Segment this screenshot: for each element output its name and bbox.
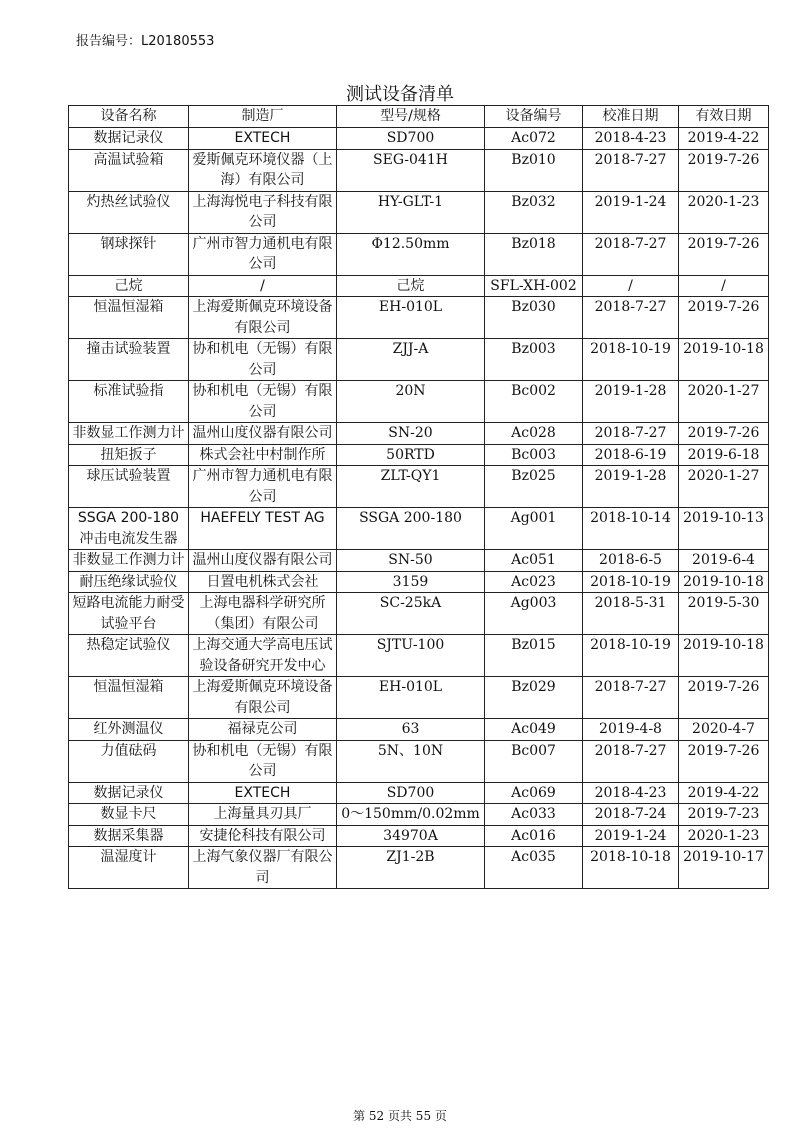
cell-calibration-date: 2018-6-5	[583, 550, 679, 572]
cell-model: 50RTD	[337, 444, 485, 466]
table-row	[69, 740, 769, 782]
table-row	[69, 466, 769, 508]
cell-device-name: 热稳定试验仪	[69, 635, 189, 677]
header-calibration-date: 校准日期	[583, 106, 679, 128]
cell-device-number: Ag003	[485, 593, 583, 635]
cell-device-number: Ag001	[485, 508, 583, 550]
cell-valid-date: 2019-4-22	[679, 128, 769, 150]
cell-calibration-date: 2018-7-27	[583, 677, 679, 719]
cell-device-name: 红外测温仪	[69, 719, 189, 741]
table-row	[69, 508, 769, 550]
table-row	[69, 550, 769, 572]
cell-valid-date: 2019-7-26	[679, 149, 769, 191]
cell-calibration-date: 2019-4-8	[583, 719, 679, 741]
cell-device-number: Ac049	[485, 719, 583, 741]
cell-model: ZJJ-A	[337, 339, 485, 381]
header-valid-date: 有效日期	[679, 106, 769, 128]
cell-model: 63	[337, 719, 485, 741]
cell-manufacturer: 广州市智力通机电有限公司	[189, 233, 337, 275]
cell-manufacturer: 温州山度仪器有限公司	[189, 550, 337, 572]
cell-device-number: Ac035	[485, 847, 583, 889]
cell-device-number: Bc003	[485, 444, 583, 466]
cell-manufacturer: 株式会社中村制作所	[189, 444, 337, 466]
page-footer: 第 52 页共 55 页	[353, 1109, 447, 1123]
cell-model: SN-50	[337, 550, 485, 572]
cell-calibration-date: 2018-10-19	[583, 571, 679, 593]
cell-manufacturer: 协和机电（无锡）有限公司	[189, 339, 337, 381]
cell-device-number: Bz018	[485, 233, 583, 275]
cell-valid-date: 2019-10-17	[679, 847, 769, 889]
cell-calibration-date: 2018-7-27	[583, 423, 679, 445]
header-device-number: 设备编号	[485, 106, 583, 128]
cell-manufacturer: 协和机电（无锡）有限公司	[189, 381, 337, 423]
cell-calibration-date: 2018-4-23	[583, 782, 679, 804]
cell-valid-date: 2019-7-26	[679, 740, 769, 782]
cell-device-number: Ac051	[485, 550, 583, 572]
equipment-table	[68, 105, 769, 889]
cell-device-name: 灼热丝试验仪	[69, 191, 189, 233]
header-device-name: 设备名称	[69, 106, 189, 128]
table-row	[69, 275, 769, 297]
cell-valid-date: 2019-6-18	[679, 444, 769, 466]
cell-valid-date: 2019-7-26	[679, 677, 769, 719]
cell-valid-date: 2020-1-27	[679, 381, 769, 423]
cell-manufacturer: 安捷伦科技有限公司	[189, 825, 337, 847]
cell-device-number: Ac033	[485, 804, 583, 826]
cell-model: 3159	[337, 571, 485, 593]
cell-device-name: 恒温恒湿箱	[69, 677, 189, 719]
page-title: 测试设备清单	[346, 84, 454, 105]
cell-calibration-date: /	[583, 275, 679, 297]
cell-calibration-date: 2018-5-31	[583, 593, 679, 635]
cell-device-name: 数据记录仪	[69, 128, 189, 150]
cell-manufacturer: 上海爱斯佩克环境设备有限公司	[189, 297, 337, 339]
table-row	[69, 719, 769, 741]
cell-manufacturer: HAEFELY TEST AG	[189, 508, 337, 550]
cell-device-number: Ac072	[485, 128, 583, 150]
cell-device-name: 数据采集器	[69, 825, 189, 847]
cell-device-number: Ac023	[485, 571, 583, 593]
cell-device-number: Bz015	[485, 635, 583, 677]
header-manufacturer: 制造厂	[189, 106, 337, 128]
cell-model: EH-010L	[337, 677, 485, 719]
cell-device-name: 数据记录仪	[69, 782, 189, 804]
cell-valid-date: 2019-10-18	[679, 635, 769, 677]
cell-device-number: Bz032	[485, 191, 583, 233]
report-number: 报告编号：L20180553	[76, 34, 215, 49]
table-row	[69, 677, 769, 719]
cell-calibration-date: 2018-10-19	[583, 635, 679, 677]
cell-calibration-date: 2019-1-24	[583, 825, 679, 847]
cell-device-name: 撞击试验装置	[69, 339, 189, 381]
cell-calibration-date: 2018-7-27	[583, 740, 679, 782]
cell-calibration-date: 2019-1-24	[583, 191, 679, 233]
cell-model: SN-20	[337, 423, 485, 445]
cell-manufacturer: 上海量具刃具厂	[189, 804, 337, 826]
cell-device-name: 短路电流能力耐受试验平台	[69, 593, 189, 635]
cell-calibration-date: 2019-1-28	[583, 381, 679, 423]
cell-valid-date: 2019-7-26	[679, 233, 769, 275]
cell-manufacturer: 上海电器科学研究所（集团）有限公司	[189, 593, 337, 635]
cell-calibration-date: 2018-10-18	[583, 847, 679, 889]
table-row	[69, 571, 769, 593]
cell-device-name: 力值砝码	[69, 740, 189, 782]
cell-manufacturer: EXTECH	[189, 782, 337, 804]
cell-manufacturer: 福禄克公司	[189, 719, 337, 741]
table-row	[69, 297, 769, 339]
table-row	[69, 782, 769, 804]
cell-model: Φ12.50mm	[337, 233, 485, 275]
cell-device-number: Ac016	[485, 825, 583, 847]
cell-valid-date: 2019-5-30	[679, 593, 769, 635]
cell-valid-date: /	[679, 275, 769, 297]
cell-manufacturer: 上海交通大学高电压试验设备研究开发中心	[189, 635, 337, 677]
cell-valid-date: 2019-10-18	[679, 339, 769, 381]
cell-calibration-date: 2018-10-14	[583, 508, 679, 550]
cell-device-name: SSGA 200-180冲击电流发生器	[69, 508, 189, 550]
cell-device-name: 温湿度计	[69, 847, 189, 889]
cell-calibration-date: 2018-4-23	[583, 128, 679, 150]
cell-calibration-date: 2019-1-28	[583, 466, 679, 508]
table-row	[69, 635, 769, 677]
table-row	[69, 339, 769, 381]
cell-valid-date: 2019-10-18	[679, 571, 769, 593]
cell-model: ZLT-QY1	[337, 466, 485, 508]
cell-manufacturer: /	[189, 275, 337, 297]
table-row	[69, 149, 769, 191]
cell-valid-date: 2019-7-26	[679, 423, 769, 445]
cell-calibration-date: 2018-7-24	[583, 804, 679, 826]
cell-calibration-date: 2018-7-27	[583, 297, 679, 339]
cell-model: EH-010L	[337, 297, 485, 339]
cell-device-name: 球压试验装置	[69, 466, 189, 508]
cell-valid-date: 2019-7-26	[679, 297, 769, 339]
cell-model: ZJ1-2B	[337, 847, 485, 889]
cell-device-number: Bc002	[485, 381, 583, 423]
cell-manufacturer: 温州山度仪器有限公司	[189, 423, 337, 445]
cell-valid-date: 2019-10-13	[679, 508, 769, 550]
cell-model: SD700	[337, 128, 485, 150]
table-row	[69, 444, 769, 466]
cell-model: 0～150mm/0.02mm	[337, 804, 485, 826]
cell-manufacturer: 爱斯佩克环境仪器（上海）有限公司	[189, 149, 337, 191]
table-row	[69, 233, 769, 275]
cell-device-number: Bz025	[485, 466, 583, 508]
cell-valid-date: 2020-1-27	[679, 466, 769, 508]
cell-model: SSGA 200-180	[337, 508, 485, 550]
cell-valid-date: 2019-4-22	[679, 782, 769, 804]
cell-model: SC-25kA	[337, 593, 485, 635]
cell-device-number: Bc007	[485, 740, 583, 782]
table-row	[69, 825, 769, 847]
cell-manufacturer: EXTECH	[189, 128, 337, 150]
cell-device-number: Ac028	[485, 423, 583, 445]
table-header-row	[69, 106, 769, 128]
cell-device-number: Bz010	[485, 149, 583, 191]
cell-manufacturer: 上海气象仪器厂有限公司	[189, 847, 337, 889]
cell-device-name: 标准试验指	[69, 381, 189, 423]
table-row	[69, 804, 769, 826]
cell-model: HY-GLT-1	[337, 191, 485, 233]
cell-calibration-date: 2018-7-27	[583, 233, 679, 275]
cell-valid-date: 2019-6-4	[679, 550, 769, 572]
table-row	[69, 423, 769, 445]
cell-valid-date: 2020-1-23	[679, 191, 769, 233]
cell-calibration-date: 2018-7-27	[583, 149, 679, 191]
cell-model: 34970A	[337, 825, 485, 847]
cell-valid-date: 2020-4-7	[679, 719, 769, 741]
cell-valid-date: 2019-7-23	[679, 804, 769, 826]
cell-device-name: 恒温恒湿箱	[69, 297, 189, 339]
cell-device-name: 数显卡尺	[69, 804, 189, 826]
table-row	[69, 593, 769, 635]
cell-device-name: 高温试验箱	[69, 149, 189, 191]
cell-device-name: 己烷	[69, 275, 189, 297]
cell-device-number: Ac069	[485, 782, 583, 804]
cell-manufacturer: 协和机电（无锡）有限公司	[189, 740, 337, 782]
cell-model: SEG-041H	[337, 149, 485, 191]
table-row	[69, 847, 769, 889]
cell-manufacturer: 广州市智力通机电有限公司	[189, 466, 337, 508]
cell-device-number: Bz030	[485, 297, 583, 339]
cell-calibration-date: 2018-6-19	[583, 444, 679, 466]
cell-manufacturer: 日置电机株式会社	[189, 571, 337, 593]
cell-model: 己烷	[337, 275, 485, 297]
table-row	[69, 381, 769, 423]
cell-manufacturer: 上海海悦电子科技有限公司	[189, 191, 337, 233]
table-row	[69, 191, 769, 233]
cell-model: SJTU-100	[337, 635, 485, 677]
cell-valid-date: 2020-1-23	[679, 825, 769, 847]
cell-device-number: Bz029	[485, 677, 583, 719]
cell-device-name: 耐压绝缘试验仪	[69, 571, 189, 593]
cell-device-name: 非数显工作测力计	[69, 550, 189, 572]
table-row	[69, 128, 769, 150]
cell-device-number: SFL-XH-002	[485, 275, 583, 297]
cell-device-number: Bz003	[485, 339, 583, 381]
cell-model: 5N、10N	[337, 740, 485, 782]
cell-calibration-date: 2018-10-19	[583, 339, 679, 381]
cell-manufacturer: 上海爱斯佩克环境设备有限公司	[189, 677, 337, 719]
cell-device-name: 扭矩扳子	[69, 444, 189, 466]
cell-device-name: 非数显工作测力计	[69, 423, 189, 445]
table-body	[69, 128, 769, 889]
cell-model: SD700	[337, 782, 485, 804]
header-model: 型号/规格	[337, 106, 485, 128]
cell-model: 20N	[337, 381, 485, 423]
cell-device-name: 钢球探针	[69, 233, 189, 275]
